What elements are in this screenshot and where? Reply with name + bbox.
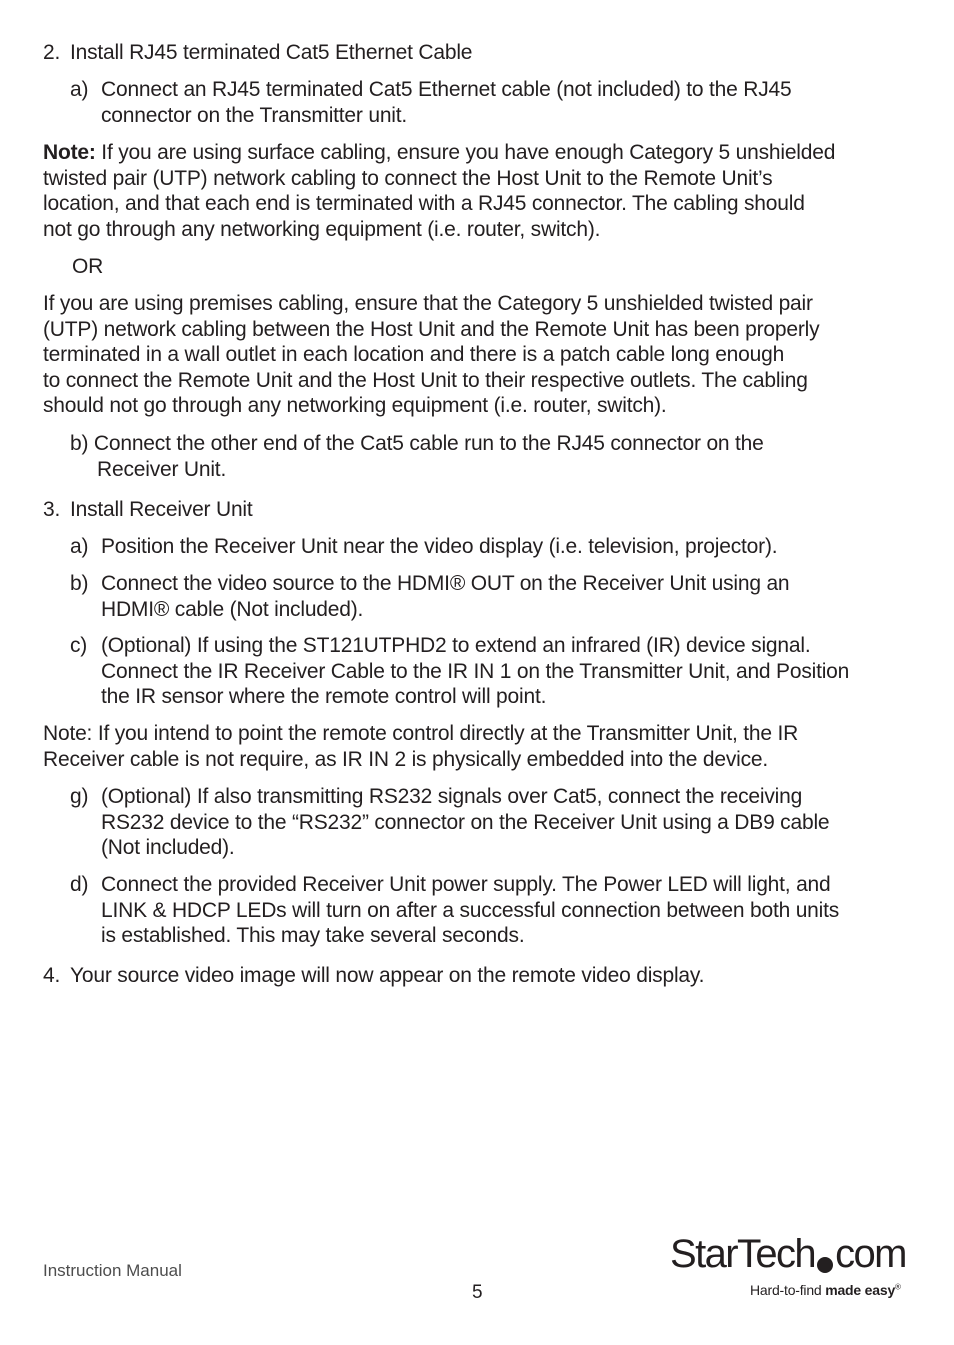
step-number: 3. xyxy=(43,498,61,521)
text-line: not go through any networking equipment (i.e. router, switch). xyxy=(43,217,601,241)
text-line: Connect the provided Receiver Unit power supply. The Power LED will light, and xyxy=(101,873,831,896)
premises-cabling-paragraph xyxy=(43,291,819,419)
text-line: (UTP) network cabling between the Host Unit and the Remote Unit has been properly xyxy=(43,317,820,341)
step-text: Your source video image will now appear on the remote video display. xyxy=(70,964,705,987)
text-line: LINK & HDCP LEDs will turn on after a successful connection between both units xyxy=(101,898,840,922)
startech-logo xyxy=(670,1232,910,1304)
text-line: b) Connect the other end of the Cat5 cable run to the RJ45 connector on the xyxy=(70,432,764,455)
text-line: If you are using premises cabling, ensure that the Category 5 unshielded twisted pair xyxy=(43,292,813,315)
logo-word-suffix: com xyxy=(835,1232,906,1276)
text-line: location, and that each end is terminated with a RJ45 connector. The cabling should xyxy=(43,192,805,215)
text-line: Connect an RJ45 terminated Cat5 Ethernet cable (not included) to the RJ45 xyxy=(101,78,792,101)
item-marker: c) xyxy=(70,634,88,657)
or-separator: OR xyxy=(72,255,104,278)
step-number: 4. xyxy=(43,964,61,987)
step-number: 2. xyxy=(43,41,61,64)
text-line: HDMI® cable (Not included). xyxy=(101,597,364,621)
text-line: If you are using surface cabling, ensure you have enough Category 5 unshielded xyxy=(95,141,836,164)
note-ir-receiver xyxy=(43,721,798,772)
text-line: Position the Receiver Unit near the video display (i.e. television, projector). xyxy=(101,535,778,558)
step-title: Install Receiver Unit xyxy=(70,498,253,521)
text-line: (Optional) If also transmitting RS232 signals over Cat5, connect the receiving xyxy=(101,785,803,808)
page-number: 5 xyxy=(472,1282,483,1303)
item-marker: a) xyxy=(70,78,89,101)
item-marker: a) xyxy=(70,535,89,558)
text-line: is established. This may take several seconds. xyxy=(101,924,525,947)
step-2b xyxy=(70,431,764,482)
logo-tagline: Hard-to-find made easy® xyxy=(750,1282,901,1298)
logo-wordmark xyxy=(670,1232,906,1276)
text-line: to connect the Remote Unit and the Host Unit to their respective outlets. The cabling xyxy=(43,368,808,392)
text-line: Connect the IR Receiver Cable to the IR IN 1 on the Transmitter Unit, and Position xyxy=(101,659,850,683)
text-line: connector on the Transmitter unit. xyxy=(101,103,408,127)
text-line: Receiver Unit. xyxy=(97,457,227,481)
note-surface-cabling xyxy=(43,140,835,242)
text-line: (Not included). xyxy=(101,836,235,859)
step-title: Install RJ45 terminated Cat5 Ethernet Cable xyxy=(70,41,473,64)
text-line: Connect the video source to the HDMI® OUT on the Receiver Unit using an xyxy=(101,572,790,595)
item-marker: g) xyxy=(70,785,89,808)
footer-document-type: Instruction Manual xyxy=(43,1261,182,1280)
text-line: (Optional) If using the ST121UTPHD2 to extend an infrared (IR) device signal. xyxy=(101,634,811,657)
logo-dot-icon xyxy=(817,1257,833,1273)
text-line: Note: If you intend to point the remote control directly at the Transmitter Unit, the IR xyxy=(43,722,799,745)
logo-word-main: StarTech xyxy=(670,1232,816,1276)
text-line: Receiver cable is not require, as IR IN 2 is physically embedded into the device. xyxy=(43,747,769,771)
text-line: should not go through any networking equipment (i.e. router, switch). xyxy=(43,394,667,417)
text-line: RS232 device to the “RS232” connector on the Receiver Unit using a DB9 cable xyxy=(101,810,830,834)
note-label: Note: xyxy=(43,141,96,164)
text-line: the IR sensor where the remote control will point. xyxy=(101,685,547,708)
text-line: twisted pair (UTP) network cabling to connect the Host Unit to the Remote Unit’s xyxy=(43,166,773,190)
item-marker: d) xyxy=(70,873,89,896)
text-line: terminated in a wall outlet in each location and there is a patch cable long enough xyxy=(43,343,785,366)
item-marker: b) xyxy=(70,572,89,595)
